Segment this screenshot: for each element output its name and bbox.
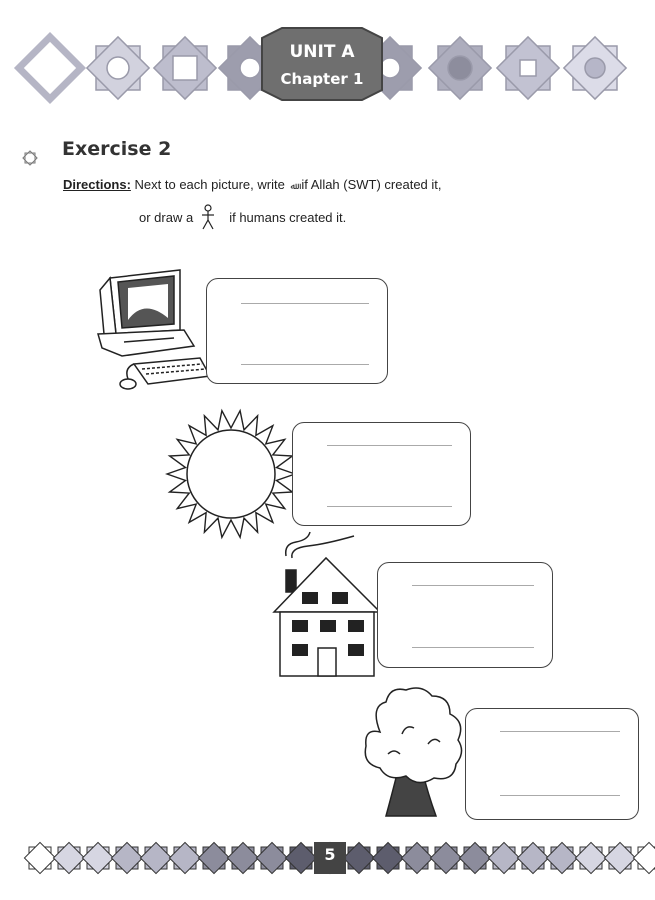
exercise-title: Exercise 2 bbox=[62, 138, 172, 160]
answer-line bbox=[412, 585, 534, 586]
directions-text-before-figure: or draw a bbox=[139, 209, 194, 225]
footer-star bbox=[372, 842, 403, 873]
house-icon bbox=[268, 528, 386, 678]
directions-text-after-figure: if humans created it. bbox=[229, 209, 347, 225]
footer-star bbox=[459, 842, 490, 873]
computer-icon bbox=[94, 268, 214, 396]
answer-box[interactable] bbox=[292, 422, 471, 526]
answer-box[interactable] bbox=[465, 708, 639, 820]
answer-line bbox=[500, 795, 620, 796]
footer-star bbox=[82, 842, 113, 873]
chapter-title: Chapter 1 bbox=[280, 70, 364, 88]
footer-star bbox=[488, 842, 519, 873]
directions-text-part2: if Allah (SWT) created it, bbox=[301, 177, 442, 192]
answer-box[interactable] bbox=[377, 562, 553, 668]
footer-star bbox=[604, 842, 635, 873]
footer-star bbox=[169, 842, 200, 873]
footer-star bbox=[401, 842, 432, 873]
footer-star bbox=[575, 842, 606, 873]
answer-line bbox=[500, 731, 620, 732]
answer-line bbox=[412, 647, 534, 648]
footer-star bbox=[343, 842, 374, 873]
footer-star bbox=[285, 842, 316, 873]
allah-arabic-mark: ﷲ bbox=[290, 181, 296, 191]
answer-box[interactable] bbox=[206, 278, 388, 384]
answer-line bbox=[241, 303, 369, 304]
footer-star bbox=[546, 842, 577, 873]
footer-star bbox=[430, 842, 461, 873]
directions-text-part1: Next to each picture, write bbox=[134, 177, 285, 192]
footer-star bbox=[140, 842, 171, 873]
footer-star bbox=[24, 842, 55, 873]
answer-line bbox=[241, 364, 369, 365]
tree-icon bbox=[358, 684, 468, 820]
directions-line-1 bbox=[63, 177, 442, 192]
star-ornament-icon bbox=[22, 150, 38, 166]
answer-line bbox=[327, 445, 452, 446]
directions-label: Directions: bbox=[63, 177, 131, 192]
page-number: 5 bbox=[324, 845, 336, 864]
unit-title: UNIT A bbox=[289, 42, 355, 62]
footer-star bbox=[198, 842, 229, 873]
directions-line-2 bbox=[139, 204, 346, 230]
footer-star bbox=[517, 842, 548, 873]
footer-star bbox=[633, 842, 655, 873]
answer-line bbox=[327, 506, 452, 507]
footer-star bbox=[227, 842, 258, 873]
header-banner bbox=[0, 0, 655, 115]
footer-star bbox=[256, 842, 287, 873]
footer-star bbox=[111, 842, 142, 873]
footer-star bbox=[53, 842, 84, 873]
sun-icon bbox=[165, 408, 297, 540]
stick-figure-icon bbox=[201, 204, 215, 230]
